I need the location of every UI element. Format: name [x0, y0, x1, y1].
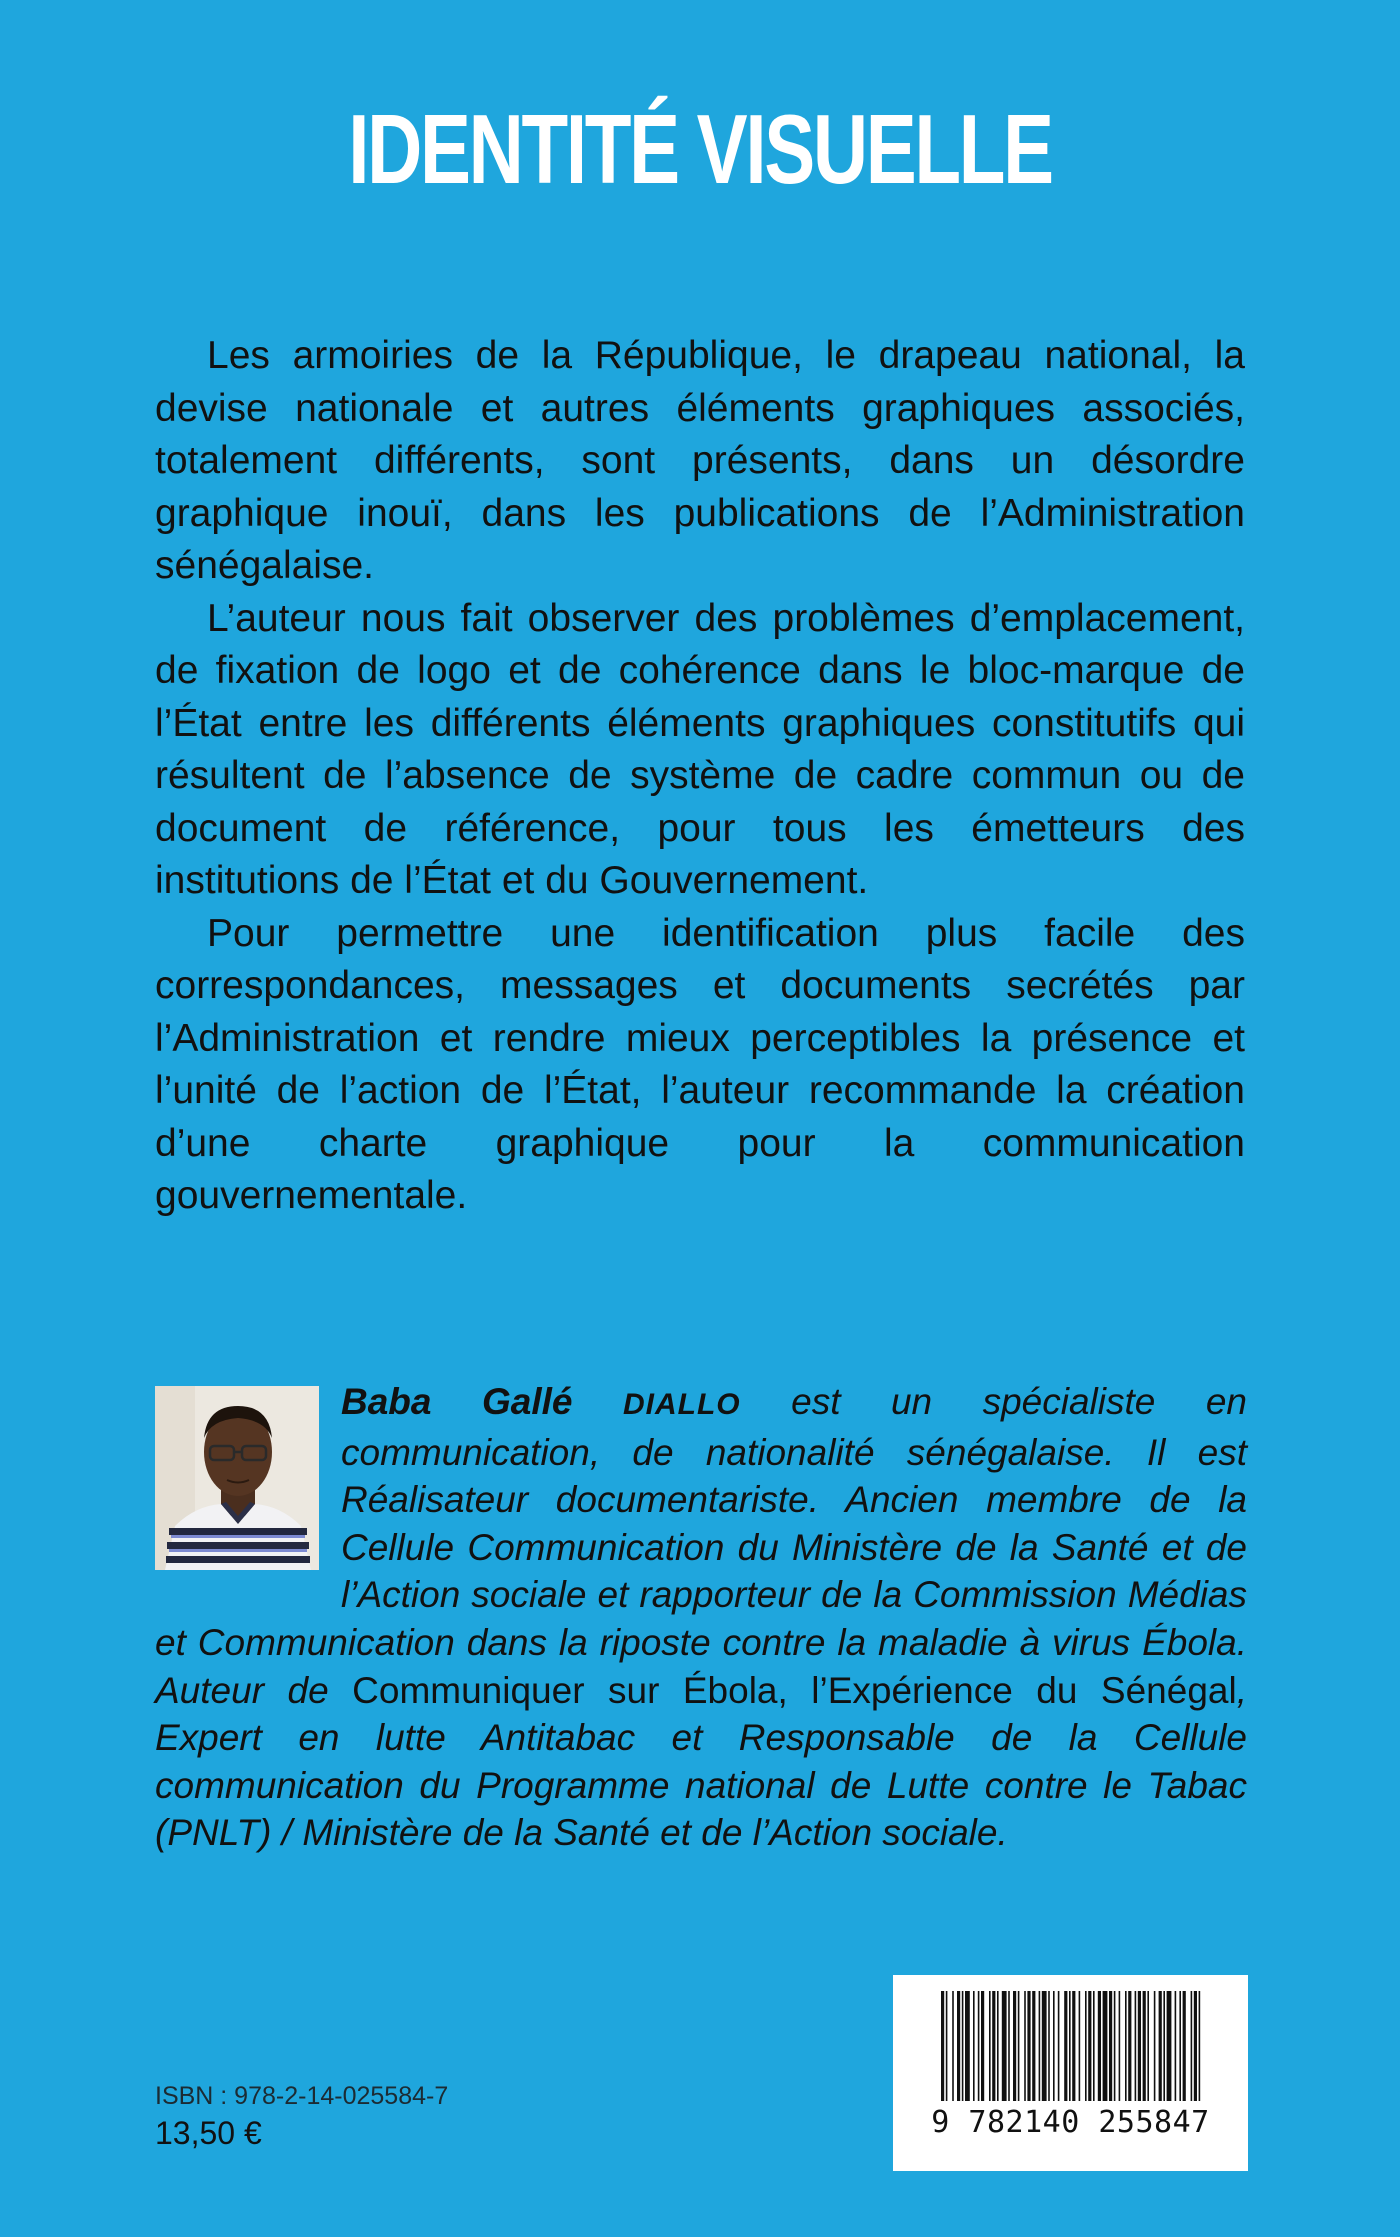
barcode-bar	[1088, 1991, 1091, 2101]
barcode-bar	[992, 1991, 995, 2101]
barcode-bar	[1163, 1991, 1165, 2101]
summary-text	[155, 330, 1245, 1223]
barcode-bar	[1048, 1991, 1050, 2101]
author-bio-part-2: , Expert en lutte Antitabac et Responsable de la Cellule communication du Programme national de Lutte contre le Tabac (PNLT) / Ministère de la Santé et de l’Action sociale.	[155, 1669, 1247, 1854]
barcode-bar	[1013, 1991, 1016, 2101]
barcode-bar	[1079, 1991, 1081, 2101]
barcode-bar	[965, 1991, 970, 2101]
barcode-bar	[1072, 1991, 1075, 2101]
price: 13,50 €	[155, 2115, 262, 2151]
barcode-bar	[1154, 1991, 1156, 2101]
barcode-bar	[973, 1991, 975, 2101]
author-first-name: Baba Gallé	[341, 1381, 573, 1422]
barcode-bar	[1159, 1991, 1162, 2101]
author-portrait-icon	[155, 1386, 319, 1570]
barcode-bar	[1018, 1991, 1020, 2101]
barcode-bar	[1128, 1991, 1131, 2101]
barcode-bar	[1002, 1991, 1007, 2101]
barcode-bar	[1042, 1991, 1047, 2101]
barcode-bar	[1143, 1991, 1146, 2101]
barcode-bar	[1093, 1991, 1095, 2101]
barcode-bar	[1098, 1991, 1101, 2101]
barcode-bar	[1138, 1991, 1141, 2101]
barcode-bar	[1194, 1991, 1197, 2101]
barcode-bar	[1039, 1991, 1041, 2101]
barcode-bar	[1199, 1991, 1201, 2101]
barcode-bar	[1175, 1991, 1177, 2101]
barcode-bar	[1024, 1991, 1026, 2101]
barcode-bar	[946, 1991, 948, 2101]
barcode-bar	[1125, 1991, 1127, 2101]
barcode-bar	[1064, 1991, 1067, 2101]
author-book-title: Communiquer sur Ébola, l’Expérience du Sénégal	[352, 1669, 1237, 1711]
barcode-bar	[1027, 1991, 1030, 2101]
barcode-bar	[957, 1991, 960, 2101]
barcode-bar	[1167, 1991, 1172, 2101]
barcode-bar	[1103, 1991, 1108, 2101]
book-title: IDENTITÉ VISUELLE	[348, 94, 1052, 204]
barcode-bar	[1119, 1991, 1121, 2101]
barcode	[893, 1975, 1248, 2171]
barcode-bar	[1109, 1991, 1112, 2101]
summary-paragraph-2: L’auteur nous fait observer des problèmes d’emplacement, de fixation de logo et de cohérence dans le bloc-marque de l’État entre les différents éléments graphiques constitutifs qui résultent de l’absence de système de cadre commun ou de document de référence, pour tous les émetteurs des institutions de l’État et du Gouvernement.	[155, 596, 1245, 902]
author-bio	[155, 1378, 1247, 1857]
author-last-name: DIALLO	[622, 1388, 741, 1421]
barcode-bar	[952, 1991, 954, 2101]
barcode-bars	[941, 1991, 1201, 2103]
barcode-bar	[1135, 1991, 1137, 2101]
barcode-bar	[1114, 1991, 1116, 2101]
barcode-bar	[1032, 1991, 1035, 2101]
barcode-bar	[1147, 1991, 1149, 2101]
author-bio-part-1: est un spécialiste en communication, de nationalité sénégalaise. Il est Réalisateur documentariste. Ancien membre de la Cellule Communication du Ministère de la Santé et de l’Action sociale et rapporteur de la Commission Médias et Communication dans la riposte contre la maladie à virus Ébola. Auteur de	[155, 1381, 1247, 1711]
barcode-bar	[962, 1991, 964, 2101]
author-photo	[155, 1386, 319, 1570]
summary-paragraph-1: Les armoiries de la République, le drapeau national, la devise nationale et autres éléments graphiques associés, totalement différents, sont présents, dans un désordre graphique inouï, dans les publications de l’Administration sénégalaise.	[155, 334, 1245, 587]
barcode-bar	[1008, 1991, 1010, 2101]
barcode-bar	[978, 1991, 980, 2101]
barcode-bar	[1058, 1991, 1060, 2101]
barcode-digits: 9 782140 255847	[931, 2105, 1210, 2140]
barcode-bar	[1053, 1991, 1055, 2101]
barcode-bar	[989, 1991, 991, 2101]
barcode-bar	[1179, 1991, 1181, 2101]
barcode-bar	[1183, 1991, 1186, 2101]
isbn: ISBN : 978-2-14-025584-7	[155, 2082, 449, 2110]
barcode-bar	[1085, 1991, 1087, 2101]
summary-paragraph-3: Pour permettre une identification plus facile des correspondances, messages et documents secrétés par l’Administration et rendre mieux perceptibles la présence et l’unité de l’action de l’État, l’auteur recommande la création d’une charte graphique pour la communication gouvernementale.	[155, 911, 1245, 1217]
barcode-bar	[981, 1991, 984, 2101]
barcode-bar	[997, 1991, 999, 2101]
barcode-bar	[1069, 1991, 1071, 2101]
barcode-bar	[941, 1991, 944, 2101]
author-name	[341, 1381, 741, 1422]
barcode-bar	[1191, 1991, 1193, 2101]
